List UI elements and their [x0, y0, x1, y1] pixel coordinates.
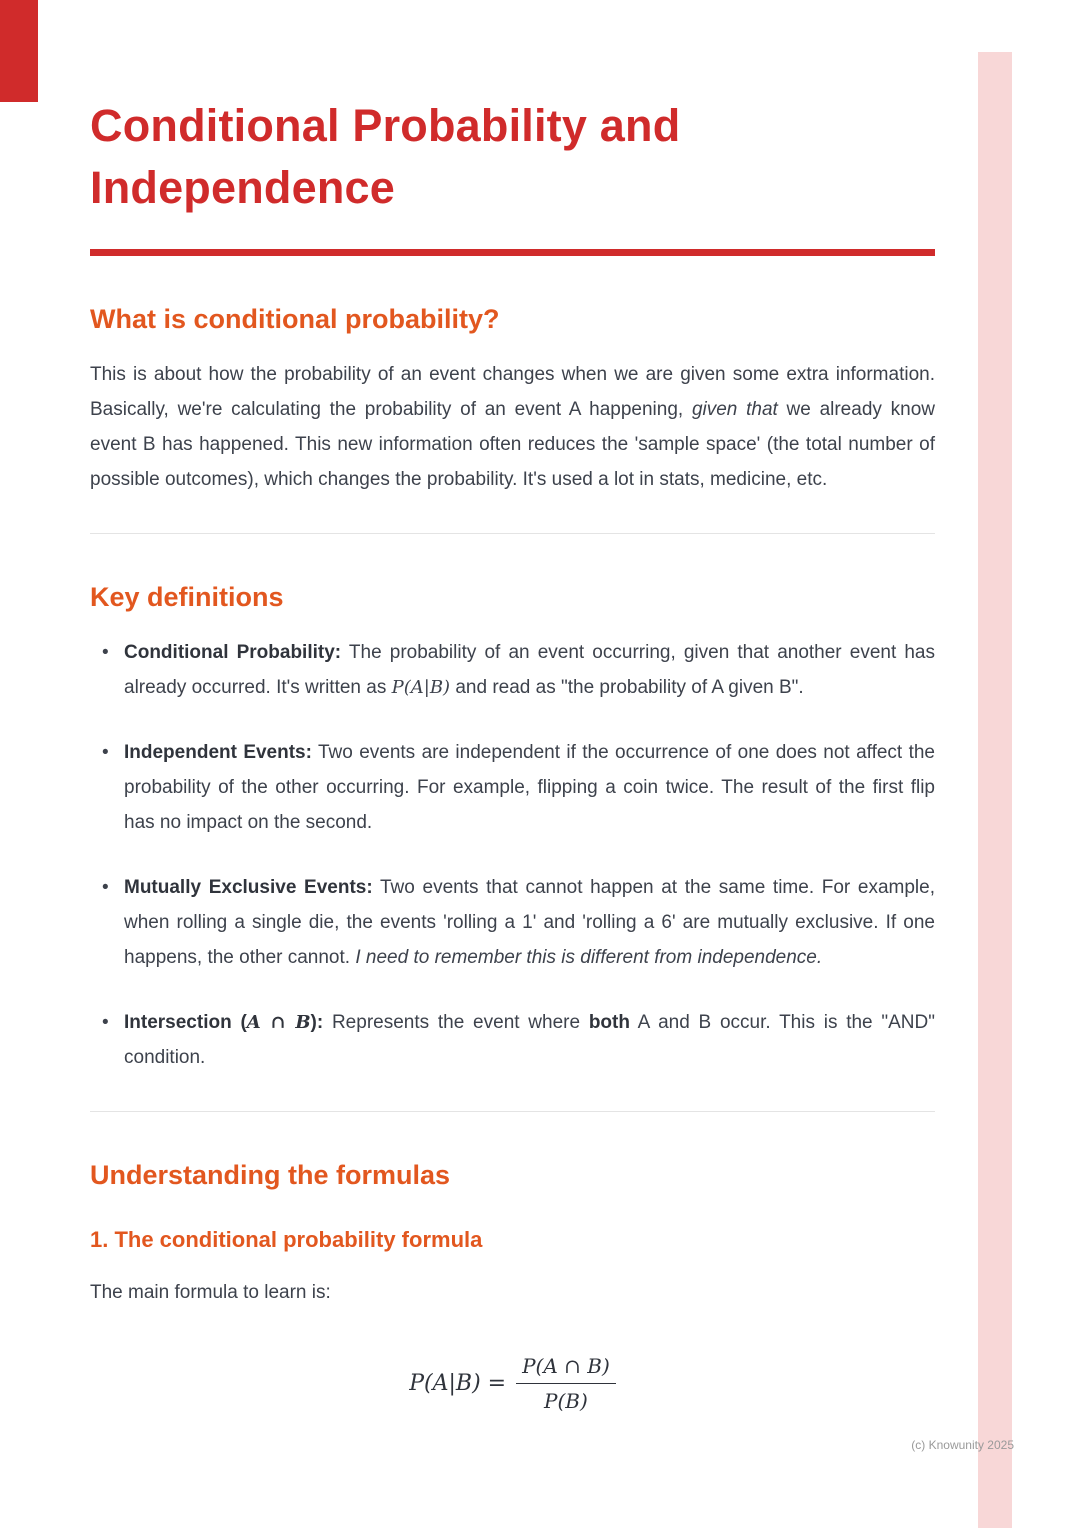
page-title [90, 95, 935, 219]
section-divider [90, 533, 935, 534]
inline-math: P(A|B) [391, 677, 451, 698]
text-segment-italic: given that [691, 399, 778, 420]
text-segment: Two events that cannot happen at the same time. For example, when rolling a single die, the events 'rolling a 1' and 'rolling a 6' are mutually exclusive. If one happens, the other cannot. [124, 877, 936, 968]
side-accent-strip [978, 52, 1012, 1528]
copyright-credit: (c) Knowunity 2025 [911, 1438, 1014, 1452]
text-segment: A and B occur. This is the "AND" condition. [124, 1012, 935, 1068]
sub-heading-conditional-formula: 1. The conditional probability formula [90, 1227, 483, 1252]
fraction-numerator: P(A ∩ B) [516, 1354, 616, 1384]
section-heading-what: What is conditional probability? [90, 304, 500, 334]
conditional-probability-formula [90, 1354, 935, 1413]
text-segment-bold: both [588, 1012, 630, 1033]
term-label: Independent Events: [124, 742, 312, 763]
text-segment: Two events are independent if the occurrence of one does not affect the probability of the other occurring. For example, flipping a coin twice. The result of the first flip has no impact on the second. [124, 742, 935, 833]
term-label: Intersection ( [124, 1012, 247, 1033]
title-rule [90, 249, 935, 256]
text-segment: The probability of an event occurring, given that another event has already occurred. It's written as [124, 642, 935, 698]
definitions-list [90, 635, 935, 1075]
inline-math: A ∩ B [246, 1012, 311, 1033]
term-label: ): [310, 1012, 324, 1033]
text-segment: and read as "the probability of A given B". [450, 677, 804, 698]
personal-note: I need to remember this is different from independence. [355, 947, 823, 968]
document-content [90, 95, 935, 1413]
text-segment: we already know event B has happened. This new information often reduces the 'sample space' (the total number of possible outcomes), which changes the probability. It's used a lot in stats, medicine, etc. [90, 399, 935, 490]
list-item-independent-events [124, 735, 935, 840]
list-item-mutually-exclusive [124, 870, 935, 975]
section-heading-key-definitions: Key definitions [90, 582, 284, 612]
text-segment: Represents the event where [323, 1012, 589, 1033]
intro-paragraph [90, 357, 935, 497]
formula-lhs: P(A|B) = [409, 1371, 507, 1396]
formula-fraction [516, 1354, 616, 1413]
term-label: Mutually Exclusive Events: [124, 877, 373, 898]
page-corner-accent [0, 0, 38, 102]
page-title-line1: Conditional Probability and [90, 100, 681, 151]
list-item-conditional-probability [124, 635, 935, 705]
text-segment: This is about how the probability of an event changes when we are given some extra information. Basically, we're calculating the probability of an event A happening, [90, 364, 935, 420]
page-title-line2: Independence [90, 162, 395, 213]
list-item-intersection [124, 1005, 935, 1075]
section-divider [90, 1111, 935, 1112]
section-heading-formulas: Understanding the formulas [90, 1160, 451, 1190]
formula-intro: The main formula to learn is: [90, 1282, 331, 1303]
fraction-denominator: P(B) [544, 1389, 588, 1413]
term-label: Conditional Probability: [124, 642, 342, 663]
